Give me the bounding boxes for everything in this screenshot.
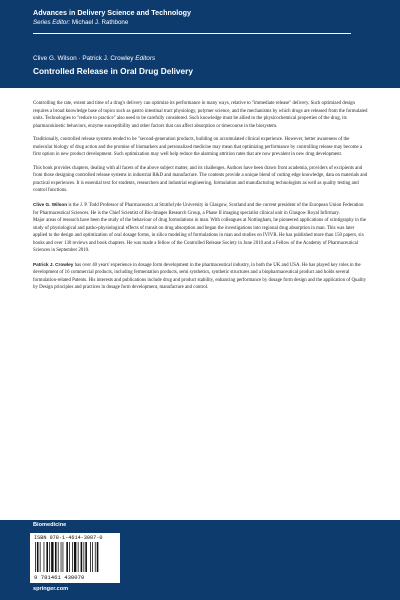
bio-wilson-research: Major areas of research have been the study of the behaviour of drug formulations in man. With colleagues at Nottingham, he pioneered applications of scintigraphy in the study of physiological and patho-physiological effects of transit on drug absorption and began the investigations into regional drug absorption in man. This was later applied to the design and optimization of oral dosage forms, in silico modeling of formulations in man and studies on IVIVR. He has published more than 150 papers, six books and over 130 reviews and book chapters. He was made a fellow of the Controlled Release Society in June 2010 and a Fellow of the Academy of Pharmaceutical Sciences in September 2010.	[33, 218, 367, 254]
bio-crowley-text: has over 40 years' experience in dosage form development in the pharmaceutical industry, in both the UK and USA. He has played key roles in the development of 16 commercial products, including fermentation products, semi synthetics, synthetic structures and a biopharmaceutical product and holds several formulation-related Patents. His interests and publications include drug and product stability, enhancing performance by dosage form design and the application of Quality by Design principles and practices in dosage form development, manufacture and control.	[33, 262, 367, 291]
subject-label: Biomedicine	[33, 522, 67, 528]
bio-crowley	[33, 261, 369, 292]
blurb	[33, 100, 369, 298]
series-editor-label: Series Editor:	[33, 19, 71, 26]
barcode-bars	[34, 542, 116, 572]
book-title: Controlled Release in Oral Drug Delivery	[33, 66, 193, 76]
editor-names: Clive G. Wilson · Patrick J. Crowley	[33, 55, 134, 62]
header-divider	[33, 33, 351, 34]
editors-label: Editors	[135, 55, 156, 62]
barcode-number: 9 781461 430070	[34, 574, 85, 581]
blurb-paragraph-2: Traditionally, controlled release systems tended to be "second-generation products, building on accumulated clinical experience. However, better awareness of the molecular biology of drug action and the promise of biomarkers and personalized medicine may mean that optimizing performance by controlling release may become a first option in new product development. Such optimization may well help reduce the alarming attrition rates that are now prevalent in new drug development.	[33, 137, 363, 158]
series-editor-line	[33, 19, 128, 26]
bio-wilson-text: is the J. P. Todd Professor of Pharmaceutics at Strathclyde University in Glasgow, Scotland and the current president of the European Union Federation for Pharmaceutical Sciences. He is the Chief Scientist of Bio-Images Research Group, a Phase II imaging specialist clinical unit in Glasgow Royal Infirmary.	[33, 203, 364, 216]
bio-crowley-name: Patrick J. Crowley	[33, 261, 74, 267]
publisher-url: springer.com	[33, 586, 69, 592]
series-title: Advances in Delivery Science and Technology	[33, 8, 192, 17]
bio-wilson	[33, 201, 369, 217]
blurb-paragraph-1: Controlling the rate, extent and time of a drug's delivery can optimize its performance in many ways, relative to "immediate release" delivery. Such optimized design requires a broad knowledge base of topics such as gastro intestinal tract physiology, polymer science, and the mechanisms by which drugs are released from the formulated units. Technologies to "reduce to practice" also need to be carefully considered. Such knowledge must be allied to the physicochemical properties of the drug, its pharmacokinetic behaviors, enzyme susceptibility and other factors that can affect absorption or timecourse in the biosystem.	[33, 101, 368, 129]
isbn-text: ISBN 978-1-4614-3007-0	[34, 535, 103, 541]
blurb-paragraph-3: This book provides chapters, dealing with all facets of the above subject matter, and its challenges. Authors have been drawn from academia, providers of excipients and from those designing controlled release systems in industrial R&D and manufacture. The contents provide a unique blend of cutting edge knowledge, data on materials and practical experiences. It is essential text for students, researchers and industrial engineering, formulation and manufacturing technologists as well as quality testing and control functions.	[33, 165, 368, 194]
bio-wilson-name: Clive G. Wilson	[33, 202, 68, 208]
series-editor-name: Michael J. Rathbone	[71, 19, 129, 26]
editors-line	[33, 55, 155, 62]
